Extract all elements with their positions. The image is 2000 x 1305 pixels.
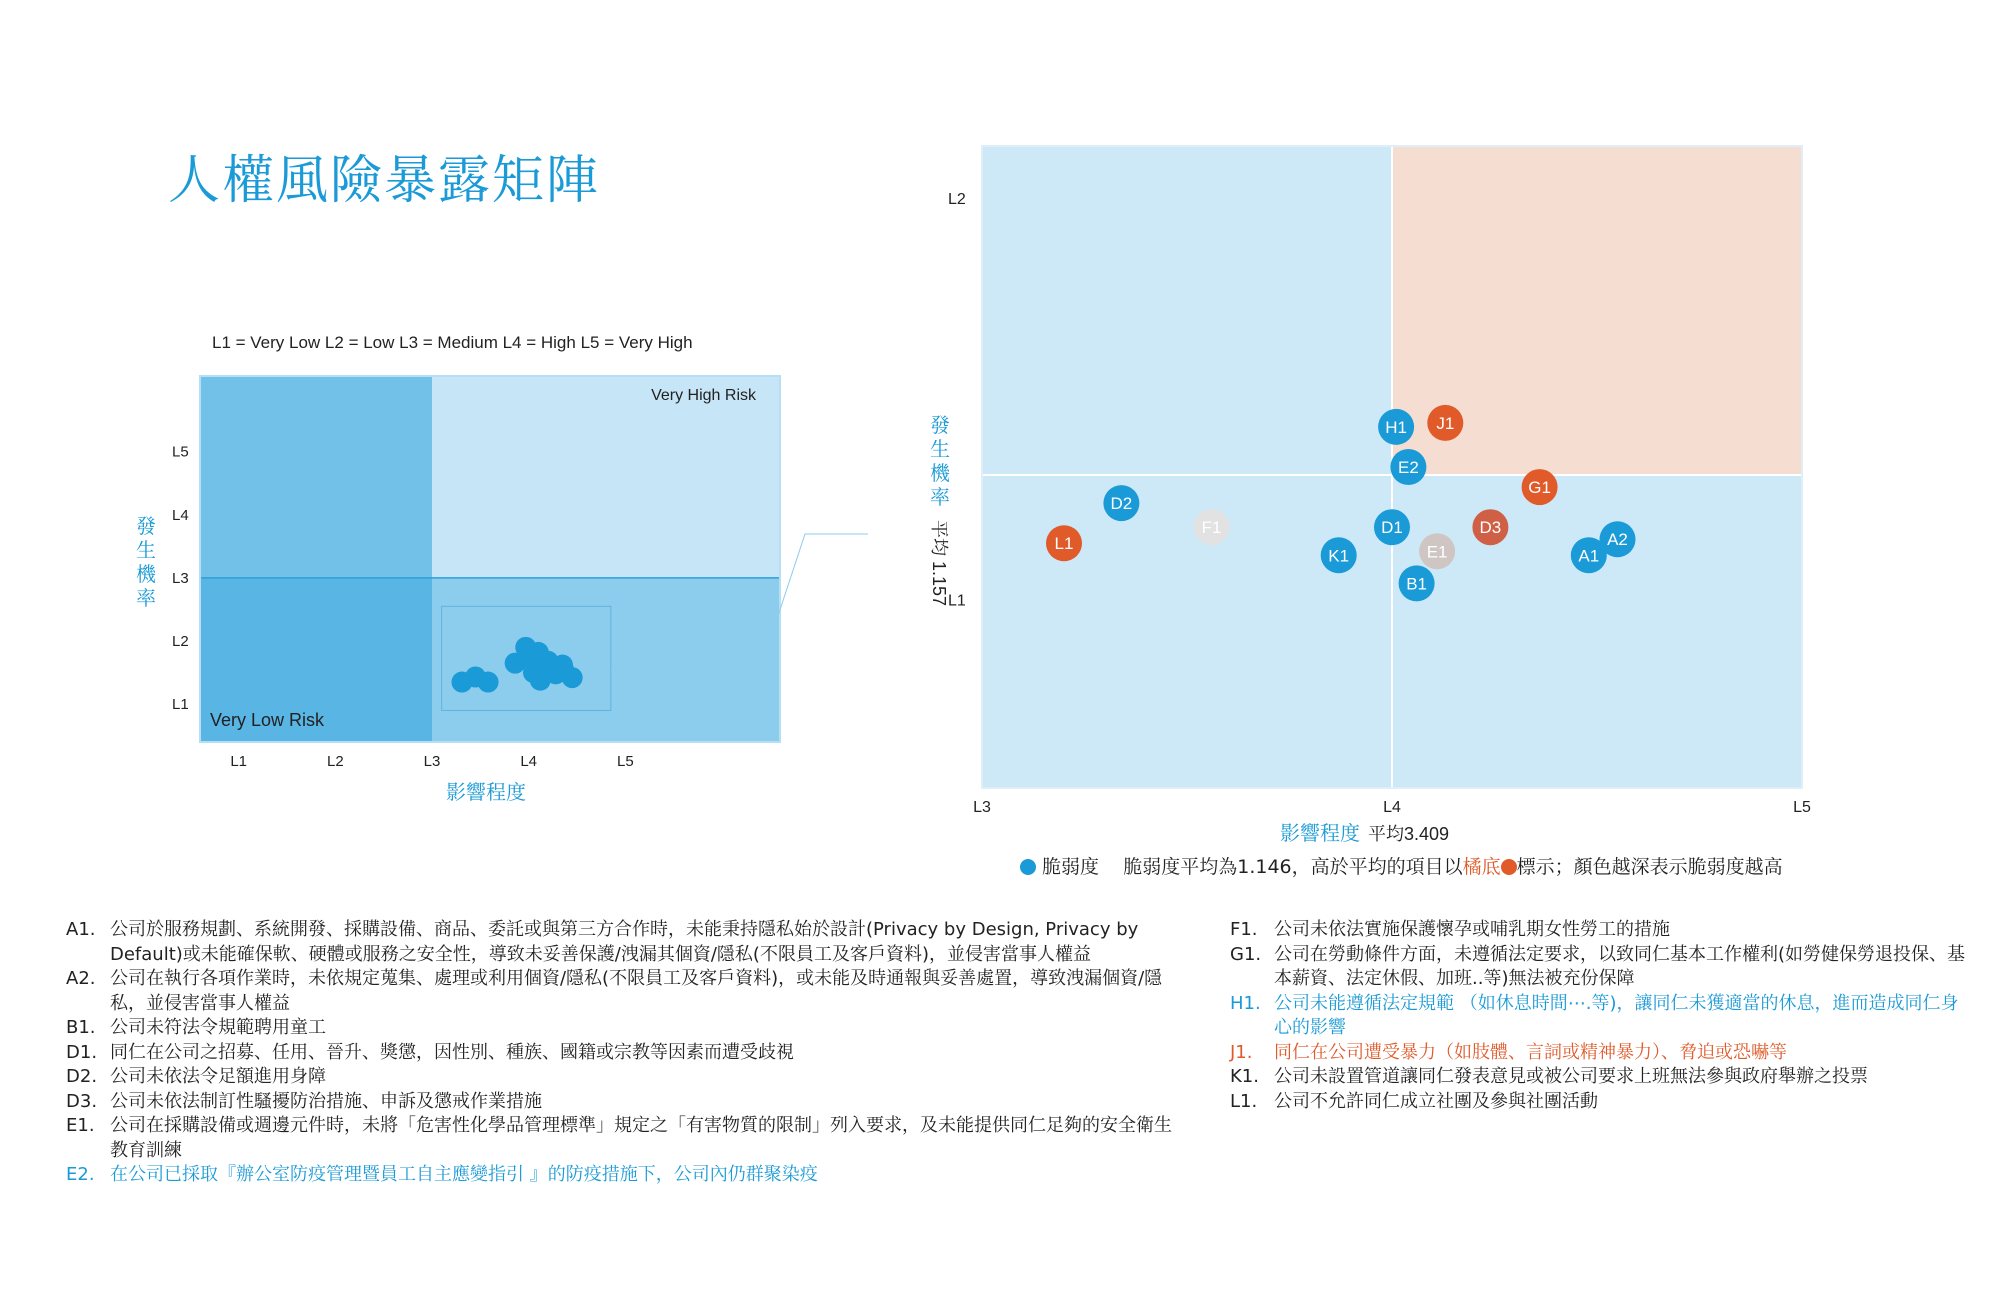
point-label-G1: G1 — [1528, 478, 1551, 498]
right-x-tick-L5: L5 — [1793, 799, 1811, 816]
item-text: 同仁在公司之招募、任用、晉升、獎懲，因性別、種族、國籍或宗教等因素而遭受歧視 — [110, 1041, 794, 1063]
item-text: 公司未設置管道讓同仁發表意見或被公司要求上班無法參與政府舉辦之投票 — [1274, 1066, 1868, 1087]
legend-note-end: 標示；顏色越深表示脆弱度越高 — [1516, 856, 1783, 878]
right-y-axis-average: 平均 1.157 — [929, 520, 949, 607]
left-item-B1 — [66, 1016, 1186, 1041]
right-y-axis-label-group — [929, 414, 951, 606]
right-y-tick-L1: L1 — [948, 592, 966, 610]
item-text: 公司未依法令足額進用身障 — [110, 1066, 326, 1087]
legend-series-label: 脆弱度 — [1042, 856, 1100, 878]
right-y-axis-label: 發生機率 — [930, 415, 950, 509]
point-label-J1: J1 — [1436, 413, 1455, 433]
left-item-E1 — [66, 1114, 1186, 1163]
item-code: D3. — [66, 1090, 98, 1112]
left-x-tick-L4: L4 — [520, 753, 538, 770]
item-code: L1. — [1230, 1090, 1258, 1112]
risk-item-list-right — [1230, 918, 1970, 1114]
left-y-tick-L3: L3 — [172, 569, 189, 587]
item-code: J1. — [1230, 1041, 1253, 1063]
right-item-H1 — [1230, 992, 1970, 1041]
right-item-F1 — [1230, 918, 1970, 943]
left-x-tick-L5: L5 — [616, 753, 634, 770]
item-text: 公司於服務規劃、系統開發、採購設備、商品、委託或與第三方合作時，未能秉持隱私始於設計(Privacy by Design, Privacy by Default)或未能確保軟、硬體或服務之安全性，導致未妥善保護/洩漏其個資/隱私(不限員工及客戶資料)，並侵害當事人權益 — [110, 919, 1139, 965]
item-code: K1. — [1230, 1066, 1259, 1087]
left-item-E2 — [66, 1163, 1186, 1188]
item-text: 公司不允許同仁成立社團及參與社團活動 — [1274, 1090, 1598, 1112]
left-item-D2 — [66, 1065, 1186, 1090]
page-title: 人權風險暴露矩陣 — [168, 151, 601, 211]
point-label-D2: D2 — [1110, 494, 1133, 514]
right-y-tick-L2: L2 — [948, 191, 966, 209]
item-code: A2. — [66, 968, 96, 989]
left-x-tick-L3: L3 — [423, 753, 441, 770]
left-item-A2 — [66, 967, 1186, 1016]
left-x-tick-L1: L1 — [230, 753, 248, 770]
point-label-F1: F1 — [1201, 518, 1222, 538]
left-x-axis-label: 影響程度 — [446, 782, 526, 804]
legend-dot-blue — [1020, 859, 1036, 875]
left-y-tick-L2: L2 — [172, 633, 189, 651]
point-label-D3: D3 — [1479, 518, 1502, 538]
item-code: B1. — [66, 1017, 96, 1038]
item-code: E1. — [66, 1115, 95, 1136]
item-code: E2. — [66, 1164, 95, 1185]
item-code: D2. — [66, 1066, 98, 1087]
point-label-L1: L1 — [1054, 534, 1074, 554]
zone-label-very-low-risk: Very Low Risk — [210, 710, 325, 730]
left-y-axis-label: 發生機率 — [136, 516, 156, 610]
left-item-A1 — [66, 918, 1186, 967]
right-item-J1 — [1230, 1041, 1970, 1066]
point-label-B1: B1 — [1406, 574, 1427, 594]
point-label-E2: E2 — [1398, 458, 1419, 477]
legend-dot-orange — [1501, 859, 1517, 875]
item-code: D1. — [66, 1041, 98, 1063]
right-x-axis-label: 影響程度 — [1280, 823, 1360, 845]
point-label-A1: A1 — [1578, 546, 1600, 566]
right-x-tick-L4: L4 — [1383, 799, 1401, 816]
item-code: A1. — [66, 919, 96, 940]
item-code: H1. — [1230, 992, 1261, 1014]
item-text: 公司未依法實施保護懷孕或哺乳期女性勞工的措施 — [1274, 919, 1670, 940]
left-item-D1 — [66, 1041, 1186, 1066]
left-x-tick-L2: L2 — [326, 753, 344, 770]
item-code: F1. — [1230, 919, 1258, 940]
item-text: 公司未能遵循法定規範 （如休息時間⋯.等)，讓同仁未獲適當的休息，進而造成同仁身心的影響 — [1274, 992, 1959, 1038]
left-y-tick-L4: L4 — [172, 506, 189, 524]
left-item-D3 — [66, 1090, 1186, 1115]
right-x-axis-average: 平均3.409 — [1368, 824, 1450, 844]
point-label-D1: D1 — [1381, 518, 1403, 538]
vulnerability-legend — [1020, 852, 1783, 879]
point-label-E1: E1 — [1426, 542, 1448, 562]
legend-note-highlight: 橘底 — [1462, 856, 1501, 878]
risk-item-list-left — [66, 918, 1186, 1188]
item-code: G1. — [1230, 943, 1262, 965]
left-y-tick-L5: L5 — [172, 443, 189, 461]
item-text: 在公司已採取『辦公室防疫管理暨員工自主應變指引 』的防疫措施下，公司內仍群聚染疫 — [110, 1164, 818, 1185]
item-text: 公司未依法制訂性騷擾防治措施、申訴及懲戒作業措施 — [110, 1090, 542, 1112]
item-text: 公司在採購設備或週邊元件時，未將「危害性化學品管理標準」規定之「有害物質的限制」列入要求，及未能提供同仁足夠的安全衛生教育訓練 — [110, 1115, 1172, 1161]
right-item-L1 — [1230, 1090, 1970, 1115]
item-text: 公司在執行各項作業時，未依規定蒐集、處理或利用個資/隱私(不限員工及客戶資料)，或未能及時通報與妥善處置，導致洩漏個資/隱私，並侵害當事人權益 — [110, 968, 1163, 1014]
item-text: 同仁在公司遭受暴力（如肢體、言詞或精神暴力）、脅迫或恐嚇等 — [1274, 1041, 1787, 1063]
right-x-tick-L3: L3 — [973, 799, 991, 816]
zone-label-very-high-risk: Very High Risk — [651, 387, 756, 404]
item-text: 公司未符法令規範聘用童工 — [110, 1017, 326, 1038]
right-item-K1 — [1230, 1065, 1970, 1090]
left-y-tick-L1: L1 — [172, 696, 189, 714]
scale-legend: L1 = Very Low L2 = Low L3 = Medium L4 = High L5 = Very High — [212, 333, 693, 352]
point-label-H1: H1 — [1385, 417, 1407, 437]
right-item-G1 — [1230, 943, 1970, 992]
legend-note: 脆弱度平均為1.146，高於平均的項目以 — [1123, 856, 1463, 878]
point-label-K1: K1 — [1328, 546, 1350, 566]
point-label-A2: A2 — [1607, 530, 1628, 550]
item-text: 公司在勞動條件方面，未遵循法定要求，以致同仁基本工作權利(如勞健保勞退投保、基本薪資、法定休假、加班..等)無法被充份保障 — [1274, 943, 1966, 989]
